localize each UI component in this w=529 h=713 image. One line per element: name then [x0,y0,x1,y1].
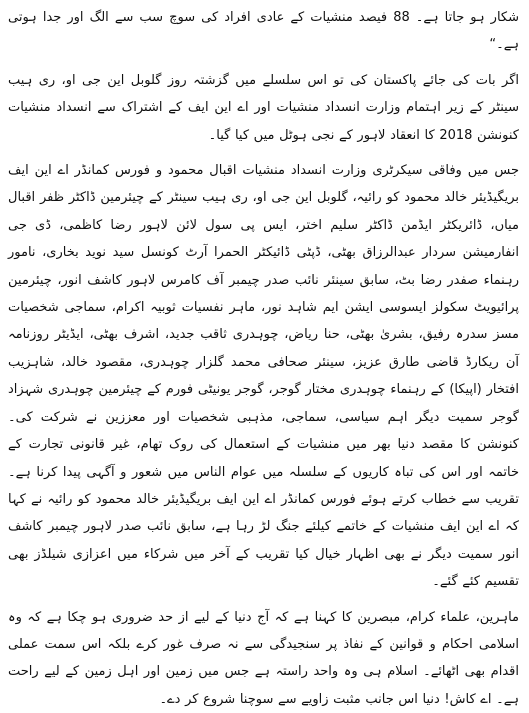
article-paragraph-3: جس میں وفاقی سیکرٹری وزارت انسداد منشیات اقبال محمود و فورس کمانڈر اے این ایف بریگیڈیئر خالد محمود کو رائیہ، گلوبل این جی او، ری ہیب سینٹر کے چیئرمین ڈاکٹر ظفر اقبال میاں، ڈائریکٹر ایڈمن ڈاکٹر سلیم اختر، ایس پی سول لائن لاہور رضا کاظمی، ڈی جی انفارمیشن سردار عبدالرزاق بھٹی، ڈپٹی ڈائیکٹر الحمرا آرٹ کونسل سید نوید بخاری، نامور رہنماء صفدر رضا بٹ، سابق سینئر نائب صدر چیمبر آف کامرس لاہور کاشف انور، چیئرمین پرائیویٹ سکولز ایسوسی ایشن ایم شاہد نور، ماہر نفسیات ثوبیہ اکرام، سماجی شخصیات مسز سدرہ رفیق، بشریٰ بھٹی، حنا ریاض، چوہدری ثاقب جدید، اشرف بھٹی، ایڈیٹر روزنامہ آن ریکارڈ قاضی طارق عزیز، سینئر صحافی محمد گلزار چوہدری، مقصود خالد، شاہزیب افتخار (اپیکا) کے رہنماء چوہدری مختار گوجر، گوجر یونیٹی فورم کے چیئرمین چوہدری شہزاد گوجر سمیت دیگر اہم سیاسی، سماجی، مذہبی شخصیات اور معززین نے شرکت کی۔ کنونشن کا مقصد دنیا بھر میں منشیات کے استعمال کی روک تھام، غیر قانونی تجارت کے خاتمہ اور اس کی تباہ کاریوں کے سلسلہ میں عوام الناس میں شعور و آگہی پیدا کرنا ہے۔ تقریب سے خطاب کرتے ہوئے فورس کمانڈر اے این ایف بریگیڈیئر خالد محمود کو رائیہ نے کہا کہ اے این ایف منشیات کے خاتمے کیلئے جنگ لڑ رہا ہے، سابق نائب صدر لاہور چیمبر کاشف انور سمیت دیگر نے بھی اظہار خیال کیا تقریب کے آخر میں شرکاء میں اعزازی شیلڈز بھی تقسیم کئے گئے۔ [8,163,519,590]
article-paragraph-2: اگر بات کی جائے پاکستان کی تو اس سلسلے میں گزشتہ روز گلوبل این جی او، ری ہیب سینٹر کے زیر اہتمام وزارت انسداد منشیات اور اے این ایف کے اشتراک سے انسداد منشیات کنونشن 2018 کا انعقاد لاہور کے نجی ہوٹل میں کیا گیا۔ [8,72,519,143]
article-paragraph-4: ماہرین، علماء کرام، مبصرین کا کہنا ہے کہ آج دنیا کے لیے از حد ضروری ہو چکا ہے کہ وہ اسلامی احکام و قوانین کے نفاذ پر سنجیدگی سے نہ صرف غور کرے بلکہ اس سمت عملی اقدام بھی اٹھائے۔ اسلام ہی وہ واحد راستہ ہے جس میں زمین اور اہل زمین کے لیے راحت ہے۔ اے کاش! دنیا اس جانب مثبت زاویے سے سوچنا شروع کر دے۔ [8,609,519,707]
article-paragraph-1: شکار ہو جاتا ہے۔ 88 فیصد منشیات کے عادی افراد کی سوچ سب سے الگ اور جدا ہوتی ہے۔“ [8,10,519,53]
